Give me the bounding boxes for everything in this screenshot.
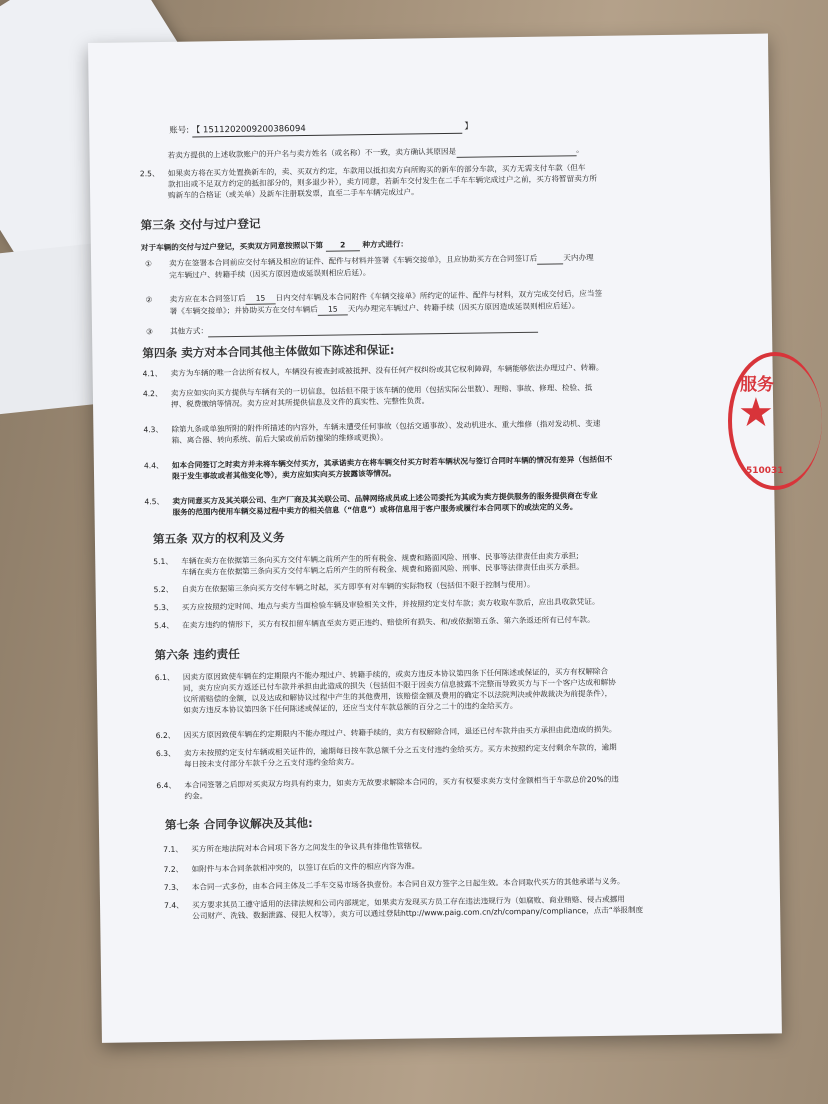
section-5-title: 第五条 双方的权利及义务 [152, 530, 285, 547]
clause-line: 车辆在卖方在依据第三条向买方交付车辆之前所产生的所有税金、规费和路面风险、刑事、民事等法律责任由卖方承担; [181, 551, 579, 566]
clause-line: 每日按未支付部分车款千分之五支付违约金给卖方。 [184, 757, 359, 769]
clause-line: 除第九条或单独所附的附件所描述的内容外，车辆未遭受任何事故（包括交通事故）、发动机进水、重大维修（指对发动机、变速 [171, 418, 601, 434]
clause-line: 卖方为车辆的唯一合法所有权人，车辆没有被查封或被抵押、没有任何产权纠纷或其它权利障碍，车辆能够依法办理过户、转籍。 [170, 362, 604, 378]
section-4-title: 第四条 卖方对本合同其他主体做如下陈述和保证: [142, 342, 395, 361]
seal-star-icon: ★ [738, 390, 774, 436]
seal-text: 服务 [740, 375, 774, 395]
sec5-item-number: 5.3、 [153, 602, 174, 613]
sec7-item-number: 7.4、 [163, 900, 184, 911]
sec6-item-text [183, 664, 766, 716]
sec4-item-text [172, 488, 762, 518]
delivery-method-number: 2 [326, 239, 360, 251]
sec5-item-text [182, 612, 764, 631]
sec7-item-text [192, 874, 768, 893]
sec4-item-number: 4.5、 [144, 496, 165, 507]
sec7-item-text [192, 892, 768, 922]
sec4-item-text [171, 380, 761, 410]
sec7-item-text [191, 836, 767, 855]
clause-line: 自卖方在依据第三条向买方交付车辆之时起，买方即享有对车辆的实际物权（包括但不限于控制与使用）。 [181, 579, 535, 594]
clause-line: 卖方同意买方及其关联公司、生产厂商及其关联公司、品牌网络成员或上述公司委托为其或为卖方提供服务的服务提供商在专业 [172, 490, 598, 506]
sec6-item-number: 6.4、 [156, 780, 177, 791]
red-company-seal [728, 352, 822, 490]
clause-2-5-text: 如果卖方将在买方处置换新车的，卖、买双方约定，车款用以抵扣卖方向所购买的新车的部分车款，买方无需支付车款（但车 款扣出或不足双方约定的抵扣部分的，则多退少补），卖方同意，若新车交付发生在二手车车辆完成过户之前，买方将暂留卖方所 购新车的合格证（或关单）及新车注册联发票，直至二手车车辆完成过户。 [167, 163, 598, 200]
sec7-item-number: 7.3、 [163, 882, 184, 893]
account-note: 若卖方提供的上述收款账户的开户名与卖方姓名（或名称）不一致，卖方确认其原因是 。 [167, 145, 584, 160]
clause-line: 本合同签署之后即对买卖双方均具有约束力，如卖方无故要求解除本合同的，买方有权要求卖方支付金额相当于车款总价20%的违 [184, 774, 619, 790]
clause-line: 在卖方违约的情形下，买方有权扣留车辆直至卖方更正违约、赔偿所有损失、和/或依据第五条、第六条返还所有已付车款。 [182, 614, 595, 630]
clause-line: 同，卖方应向买方返还已付车款并承担由此造成的损失（包括但不限于因卖方信息披露不完整而导致买方与下一个客户达成和解协 [182, 677, 616, 693]
sec6-item-text [184, 772, 766, 802]
option-2-marker: ② [145, 295, 153, 305]
clause-line: 限于发生事故或者其他变化等），卖方应如实向买方披露该等情况。 [171, 468, 397, 481]
clause-line: 如附件与本合同条款相冲突的，以签订在后的文件的相应内容为准。 [191, 861, 420, 874]
contract-page [88, 34, 782, 1043]
section-3-title: 第三条 交付与过户登记 [140, 216, 261, 233]
sec5-item-number: 5.1、 [153, 556, 173, 567]
clause-line: 押、税费缴纳等情况。卖方应对其所提供信息及文件的真实性、完整性负责。 [170, 396, 430, 409]
account-bracket: 】 [464, 121, 474, 132]
sec5-item-text [182, 576, 764, 595]
clause-line: 卖方未按照约定支付车辆或相关证件的，逾期每日按车款总额千分之五支付违约金给买方。买方未按照约定支付剩余车款的，逾期 [183, 742, 617, 758]
sec5-item-text [181, 548, 763, 578]
seal-number: 510031 [746, 466, 784, 476]
sec4-item-number: 4.2、 [142, 388, 163, 399]
section-6-title: 第六条 违约责任 [154, 646, 240, 663]
sec6-item-number: 6.1、 [154, 672, 175, 683]
sec4-item-text [171, 360, 761, 379]
sec7-item-number: 7.2、 [163, 864, 184, 875]
clause-2-5-number: 2.5、 [139, 169, 160, 179]
clause-line: 箱、离合器、转向系统、前后大梁或前后防撞梁的维修或更换）。 [171, 432, 389, 445]
sec6-item-number: 6.2、 [155, 730, 176, 741]
clause-line: 服务的范围内使用车辆交易过程中卖方的相关信息（“信息”）或将信息用于客户服务或履行本合同项下的或法定的义务。 [172, 502, 578, 517]
clause-line: 买方要求其员工遵守适用的法律法规和公司内部规定，如果卖方发现买方员工存在违法违规行为（如腐败、商业贿赂、侵占或挪用 [191, 894, 625, 910]
sec4-item-number: 4.1、 [142, 368, 163, 379]
option-3-marker: ③ [145, 327, 153, 337]
sec4-item-text [172, 452, 762, 482]
clause-line: 买方应按照约定时间、地点与卖方当面检验车辆及审验相关文件，并按照约定支付车款；卖方收取车款后，应出具收款凭证。 [181, 596, 600, 612]
sec7-item-number: 7.1、 [163, 844, 184, 855]
sec6-item-number: 6.3、 [155, 748, 176, 759]
clause-line: 因买方原因致使车辆在约定期限内不能办理过户、转籍手续的，卖方有权解除合同，退还已付车款并由买方承担由此造成的损失。 [183, 724, 617, 740]
sec6-item-text [184, 722, 766, 741]
clause-line: 本合同一式多份，由本合同主体及二手车交易市场各执壹份。本合同自双方签字之日起生效。本合同取代买方的其他承诺与义务。 [191, 876, 625, 892]
option-2-days-2: 15 [318, 303, 348, 315]
sec7-item-text [191, 856, 767, 875]
account-number: 【 1511202009200386094 [192, 122, 462, 138]
sec4-item-number: 4.4、 [143, 460, 164, 471]
sec4-item-number: 4.3、 [143, 424, 164, 435]
sec5-item-number: 5.2、 [153, 584, 174, 595]
sec5-item-number: 5.4、 [154, 620, 174, 631]
sec4-item-text [171, 416, 761, 446]
account-label: 账号: [169, 125, 190, 136]
option-3-text: 其他方式： [170, 318, 760, 338]
clause-line: 卖方应如实向买方提供与车辆有关的一切信息，包括但不限于该车辆的使用（包括实际公里数）、理赔、事故、修理、检验、抵 [170, 382, 593, 398]
clause-line: 因卖方原因致使车辆在约定期限内不能办理过户、转籍手续的，或卖方违反本协议第四条下任何陈述或保证的，买方有权解除合 [182, 666, 609, 682]
sec5-item-text [182, 594, 764, 613]
option-2-days-1: 15 [245, 292, 275, 304]
clause-line: 如卖方违反本协议第四条下任何陈述或保证的，还应当支付车款总额的百分之二十的违约金给买方。 [183, 701, 518, 715]
option-1-text: 卖方在签署本合同前应交付车辆及相应的证件、配件与材料并签署《车辆交接单》，且应协助买方在合同签订后 天内办理 完车辆过户、转籍手续（因买方原因造成延误则相应后延）。 [169, 252, 594, 280]
clause-line: 公司财产、洗钱、数据泄露、侵犯人权等），卖方可以通过登陆http://www.paig.com.cn/zh/company/compliance，点击“举报制度 [192, 905, 644, 921]
clause-line: 如本合同签订之时卖方并未将车辆交付买方，其承诺卖方在将车辆交付买方时若车辆状况与签订合同时车辆的情况有差异（包括但不 [171, 454, 613, 470]
section-3-intro: 对于车辆的交付与过户登记，买卖双方同意按照以下第 2 种方式进行： [140, 239, 409, 253]
clause-line: 车辆在卖方在依据第三条向买方交付车辆之后所产生的所有税金、规费和路面风险、刑事、民事等法律责任由买方承担。 [181, 562, 584, 577]
account-line [169, 122, 473, 138]
sec6-item-text [184, 740, 766, 770]
clause-line: 约金。 [184, 791, 208, 801]
option-1-marker: ① [145, 259, 152, 269]
clause-line: 买方所在地法院对本合同项下各方之间发生的争议具有排他性管辖权。 [191, 841, 427, 854]
section-7-title: 第七条 合同争议解决及其他: [164, 815, 313, 833]
option-2-text: 卖方应在本合同签订后 15 日内交付车辆及本合同附件《车辆交接单》所约定的证件、配件与材料，双方完成交付后，应当签 署《车辆交接单》；并协助买方在交付车辆后 15 天内办理完车辆过户、转籍手续（因买方原因造成延误则相应后延）。 [169, 288, 603, 316]
clause-line: 议所需赔偿的金额，以及达成和解协议过程中产生的其他费用，该赔偿金额及费用的确定不以法院判决或仲裁裁决为前提条件）， [183, 688, 613, 704]
